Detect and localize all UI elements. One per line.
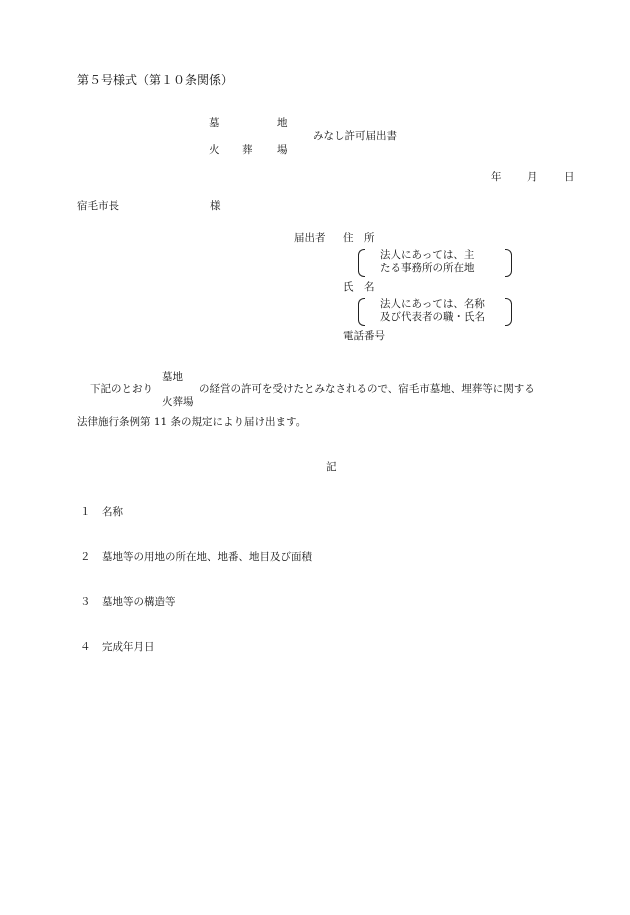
body-line2: 法律施行条例第 11 条の規定により届け出ます。 — [77, 416, 307, 428]
body-line1-pre: 下記のとおり — [90, 383, 153, 395]
phone-label: 電話番号 — [343, 330, 385, 342]
option-cemetery: 墓地 — [162, 371, 183, 383]
heading-crematorium-char3: 場 — [277, 144, 288, 156]
address-bracket-right — [505, 249, 512, 277]
address-note-line1: 法人にあっては、主 — [380, 249, 475, 261]
name-bracket-left — [358, 298, 365, 326]
form-number: 第５号様式（第１０条関係） — [77, 73, 234, 87]
name-note-line1: 法人にあっては、名称 — [380, 298, 485, 310]
date-month: 月 — [527, 171, 538, 183]
heading-cemetery-char2: 地 — [277, 117, 288, 129]
item-number: ３ — [80, 596, 91, 608]
heading-crematorium-char2: 葬 — [242, 144, 253, 156]
name-note-line2: 及び代表者の職・氏名 — [380, 311, 485, 323]
item-text: 名称 — [102, 506, 123, 518]
option-crematorium: 火葬場 — [162, 396, 194, 408]
heading-cemetery-char1: 墓 — [209, 117, 220, 129]
item-number: ２ — [80, 551, 91, 563]
address-note-line2: たる事務所の所在地 — [380, 262, 475, 274]
date-day: 日 — [564, 171, 575, 183]
addressee-honorific: 様 — [210, 200, 221, 212]
name-bracket-right — [505, 298, 512, 326]
address-bracket-left — [358, 249, 365, 277]
heading-crematorium-char1: 火 — [209, 144, 220, 156]
item-number: １ — [80, 506, 91, 518]
name-label: 氏 名 — [343, 281, 375, 293]
address-label: 住 所 — [343, 232, 375, 244]
date-year: 年 — [491, 171, 502, 183]
notifier-label: 届出者 — [294, 232, 326, 244]
body-line1-post: の経営の許可を受けたとみなされるので、宿毛市墓地、埋葬等に関する — [199, 383, 535, 395]
heading-suffix: みなし許可届出書 — [313, 130, 397, 142]
record-heading: 記 — [326, 461, 337, 473]
item-text: 墓地等の用地の所在地、地番、地目及び面積 — [102, 551, 312, 563]
addressee-name: 宿毛市長 — [77, 200, 119, 212]
item-text: 完成年月日 — [102, 641, 155, 653]
item-text: 墓地等の構造等 — [102, 596, 176, 608]
item-number: ４ — [80, 641, 91, 653]
